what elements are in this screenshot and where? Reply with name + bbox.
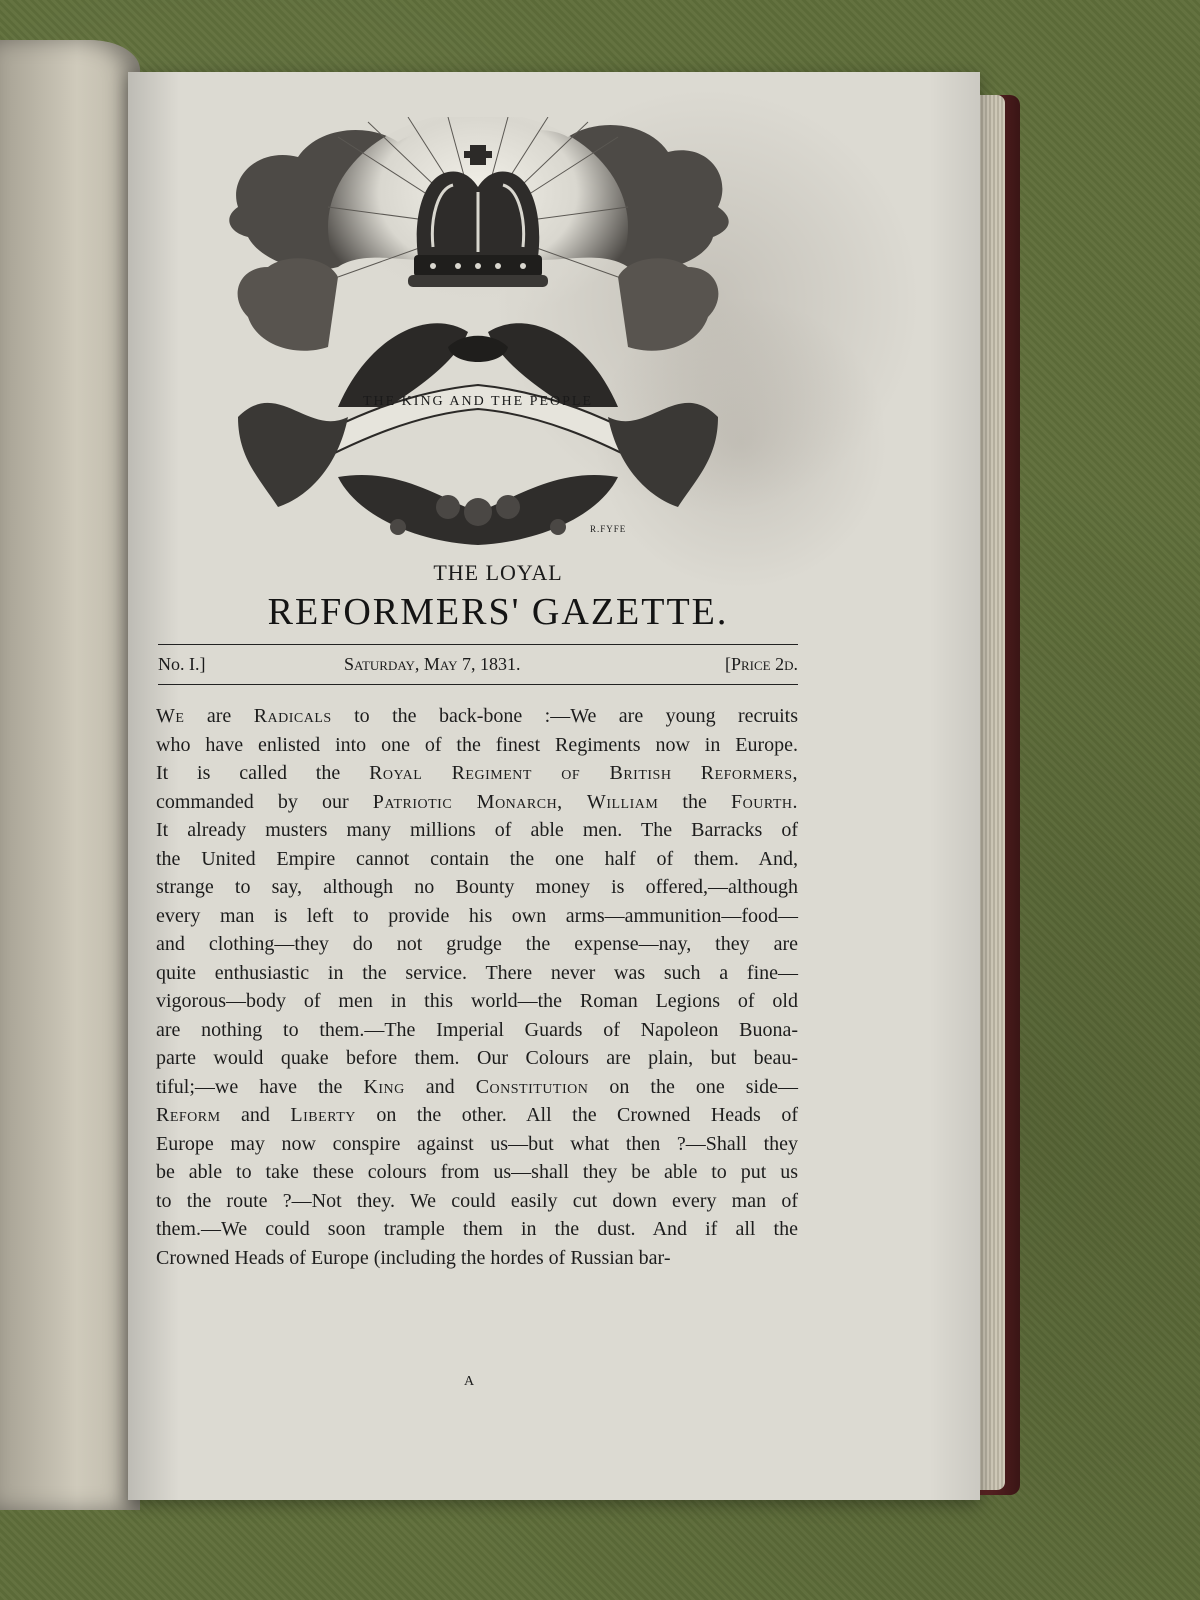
text-run: on the other. All the Crowned Heads of [355,1104,798,1126]
text-run: who have enlisted into one of the finest Regiments now in Europe. [156,733,798,756]
masthead-rule-bottom [158,684,798,685]
text-run: are [184,705,254,727]
text-line [156,959,798,988]
text-run: commanded by our [156,790,373,813]
text-line [156,759,798,788]
text-line [156,816,798,845]
text-line [156,1016,798,1045]
article-body [156,702,798,1272]
text-line [156,1044,798,1073]
text-line [156,873,798,902]
issue-number: No. I.] [158,654,206,674]
text-run: tiful;—we have the [156,1075,364,1098]
text-line [156,731,798,760]
masthead-rule-top [158,644,798,645]
small-caps-text: We [156,705,185,727]
text-line [156,788,798,817]
text-line [156,1130,798,1159]
text-line [156,930,798,959]
text-line [156,1101,798,1130]
text-run: the [658,790,731,813]
text-run: be able to take these colours from us—shall they be able to put us [156,1161,798,1183]
text-run: the United Empire cannot contain the one half of them. And, [156,847,798,870]
title-line-2: REFORMERS' GAZETTE. [267,591,729,633]
text-run: vigorous—body of men in this world—the Roman Legions of old [156,990,798,1012]
text-run: are nothing to them.—The Imperial Guards of Napoleon Buona- [156,1018,798,1041]
left-page [0,40,140,1510]
text-run: and [220,1104,291,1126]
title-line-1: THE LOYAL [433,560,563,585]
issue-date: Saturday, May 7, 1831. [344,654,521,674]
issue-price: [Price 2d. [724,654,798,674]
text-run: Crowned Heads of Europe (including the hordes of Russian bar- [156,1246,671,1269]
text-line [156,987,798,1016]
text-run: quite enthusiastic in the service. There never was such a fine— [156,961,798,984]
text-line [156,845,798,874]
small-caps-text: King [363,1075,405,1098]
text-run: on the one side— [588,1075,798,1098]
text-run: It already musters many millions of able men. The Barracks of [156,819,798,841]
small-caps-text: Radicals [253,705,332,727]
text-run: It is called the [156,762,370,784]
engraving-banner-text: THE KING AND THE PEOPLE [362,394,594,409]
small-caps-text: Royal Regiment of British Reformers, [369,762,799,784]
engraver-signature: R.FYFE [590,524,627,534]
text-run: strange to say, although no Bounty money is offered,—although [156,876,798,898]
text-line [156,702,798,731]
text-line [156,1215,798,1244]
small-caps-text: Liberty [290,1104,356,1126]
text-run: and clothing—they do not grudge the expense—nay, they are [156,933,798,955]
text-line [156,1073,798,1102]
small-caps-text: Patriotic Monarch, William [372,790,659,813]
text-line [156,1158,798,1187]
small-caps-text: Reform [156,1104,221,1126]
text-run: to the back-bone :—We are young recruits [331,705,798,727]
text-run: to the route ?—Not they. We could easily cut down every man of [156,1189,798,1212]
small-caps-text: Fourth. [730,790,798,813]
text-line [156,1244,798,1273]
text-line [156,1187,798,1216]
text-run: and [404,1075,476,1098]
small-caps-text: Constitution [475,1075,589,1098]
text-line [156,902,798,931]
text-run: them.—We could soon trample them in the dust. And if all the [156,1218,798,1240]
gazette-page [128,72,980,1500]
signature-mark: A [464,1374,475,1389]
crown-eagle-engraving [218,117,738,547]
text-run: every man is left to provide his own arms—ammunition—food— [156,904,798,927]
text-run: Europe may now conspire against us—but what then ?—Shall they [156,1132,798,1155]
text-run: parte would quake before them. Our Colours are plain, but beau- [156,1047,798,1069]
issue-bar [158,652,798,680]
